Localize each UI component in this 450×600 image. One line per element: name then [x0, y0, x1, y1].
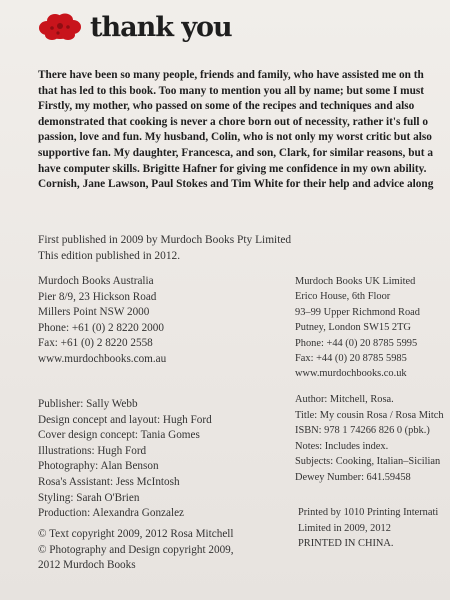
thank-you-line: demonstrated that cooking is never a chore born out of necessity, rather it's full o	[38, 115, 429, 128]
address-line: www.murdochbooks.co.uk	[295, 368, 407, 380]
thank-you-text	[38, 68, 450, 193]
australia-address	[38, 274, 166, 368]
page-header	[38, 8, 232, 46]
credit-line: Styling: Sarah O'Brien	[38, 491, 140, 504]
credit-line: Production: Alexandra Gonzalez	[38, 507, 185, 520]
printing-info	[298, 505, 450, 552]
copyright-line: © Text copyright 2009, 2012 Rosa Mitchell	[38, 528, 234, 540]
red-flower-icon	[38, 12, 82, 42]
thank-you-line: passion, love and fun. My husband, Colin, who is not only my worst critic but also	[38, 131, 432, 144]
credit-line: Design concept and layout: Hugh Ford	[38, 413, 212, 426]
uk-address	[295, 274, 450, 382]
credits	[38, 397, 212, 522]
address-line: Erico House, 6th Floor	[295, 291, 391, 303]
credit-line: Publisher: Sally Webb	[38, 398, 138, 410]
publication-line: This edition published in 2012.	[38, 249, 181, 262]
catalogue-line: Notes: Includes index.	[295, 440, 389, 452]
thank-you-line: There have been so many people, friends and family, who have assisted me on th	[38, 69, 424, 81]
address-line: Millers Point NSW 2000	[38, 306, 150, 319]
copyright-notice	[38, 527, 234, 574]
copyright-line: © Photography and Design copyright 2009,	[38, 543, 234, 556]
copyright-line: 2012 Murdoch Books	[38, 559, 136, 572]
catalogue-line: Title: My cousin Rosa / Rosa Mitch	[295, 409, 444, 421]
printing-line: Printed by 1010 Printing Internati	[298, 507, 439, 518]
publication-info	[38, 233, 291, 265]
address-line: Fax: +44 (0) 20 8785 5985	[295, 353, 407, 365]
catalogue-line: Author: Mitchell, Rosa.	[295, 394, 394, 405]
address-line: Pier 8/9, 23 Hickson Road	[38, 290, 157, 303]
credit-line: Rosa's Assistant: Jess McIntosh	[38, 475, 180, 488]
address-line: Murdoch Books UK Limited	[295, 276, 416, 287]
credit-line: Illustrations: Hugh Ford	[38, 444, 147, 457]
thank-you-line: Cornish, Jane Lawson, Paul Stokes and Tim White for their help and advice along	[38, 178, 434, 191]
address-line: Phone: +61 (0) 2 8220 2000	[38, 321, 164, 334]
address-line: Murdoch Books Australia	[38, 275, 154, 287]
address-line: 93–99 Upper Richmond Road	[295, 306, 420, 318]
thank-you-line: supportive fan. My daughter, Francesca, and son, Clark, for similar reasons, but a	[38, 146, 433, 159]
credit-line: Cover design concept: Tania Gomes	[38, 429, 200, 442]
address-line: Fax: +61 (0) 2 8220 2558	[38, 337, 153, 350]
thank-you-line: Firstly, my mother, who passed on some of the recipes and techniques and also	[38, 100, 415, 113]
address-line: Putney, London SW15 2TG	[295, 322, 411, 334]
page-title: thank you	[90, 11, 232, 43]
publication-line: First published in 2009 by Murdoch Books Pty Limited	[38, 234, 292, 246]
address-line: Phone: +44 (0) 20 8785 5995	[295, 337, 418, 349]
catalogue-line: Dewey Number: 641.59458	[295, 471, 411, 483]
catalogue-record	[295, 392, 450, 486]
thank-you-line: have computer skills. Brigitte Hafner for giving me confidence in my own ability.	[38, 162, 427, 175]
printing-line: Limited in 2009, 2012	[298, 522, 391, 534]
catalogue-line: Subjects: Cooking, Italian–Sicilian	[295, 456, 441, 468]
catalogue-line: ISBN: 978 1 74266 826 0 (pbk.)	[295, 425, 430, 437]
credit-line: Photography: Alan Benson	[38, 460, 159, 473]
printing-line: PRINTED IN CHINA.	[298, 538, 394, 550]
address-line: www.murdochbooks.com.au	[38, 352, 167, 365]
thank-you-line: that has led to this book. Too many to mention you all by name; but some I must	[38, 84, 425, 97]
